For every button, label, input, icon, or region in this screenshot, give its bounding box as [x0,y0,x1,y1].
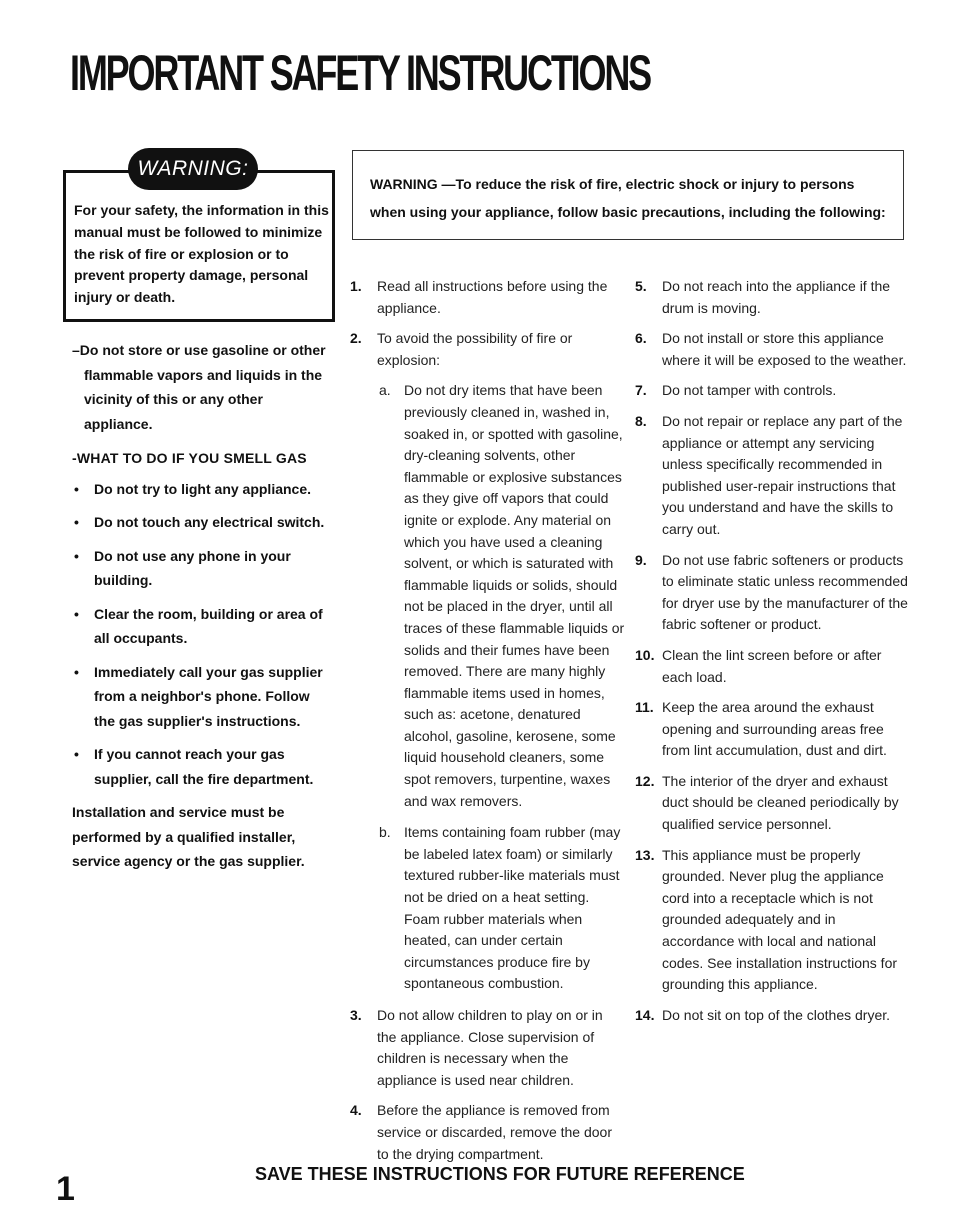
instruction-item [350,1100,625,1165]
instruction-item [635,411,910,541]
warning-text: For your safety, the information in this manual must be followed to minimize the risk of fire or explosion or to prevent property damage, personal injury or death. [74,202,329,306]
installation-note: Installation and service must be performed by a qualified installer, service agency or the gas supplier. [72,804,305,869]
instruction-item [350,1005,625,1091]
instruction-item [635,697,910,762]
item-number: 14. [635,1006,655,1023]
item-number: 7. [635,382,647,399]
instruction-item [635,845,910,996]
instruction-item [350,328,625,995]
precautions-label: WARNING [370,176,438,192]
warning-label: WARNING: [128,148,258,190]
list-item: • Do not try to light any appliance. [72,477,334,502]
precautions-body: —To reduce the risk of fire, electric shock or injury to persons when using your appliance, follow basic precautions, including the following: [370,176,886,220]
item-text: Do not sit on top of the clothes dryer. [662,1006,891,1023]
item-text: Do not allow children to play on or in the appliance. Close supervision of children is necessary when the appliance is used near children. [377,1007,603,1088]
item-text: Do not repair or replace any part of the appliance or attempt any servicing unless specifically recommended in published user-repair instructions that you understand and have the skills to carry out. [662,412,903,537]
instructions-column-1 [350,276,625,1174]
sub-item-text: Do not dry items that have been previously cleaned in, washed in, soaked in, or spotted with gasoline, dry-cleaning solvents, other flammable or explosive substances as they give off vapors that could ignite or explode. Any material on which you have used a cleaning solvent, or which is saturated with flammable liquids or solids, should not be placed in the dryer, until all traces of these flammable liquids or solids and their fumes have been removed. There are many highly flammable items used in homes, such as: acetone, denatured alcohol, gasoline, kerosene, some liquid household cleaners, some spot removers, turpentine, waxes and wax removers. [404,382,625,809]
item-text: Clean the lint screen before or after each load. [662,646,882,685]
instruction-item [635,645,910,688]
sub-item-text: Items containing foam rubber (may be labeled latex foam) or similarly textured rubber-like materials must not be dried on a heat setting. Foam rubber materials when heated, can under certain circumstances produce fire by spontaneous combustion. [404,824,621,992]
item-number: 11. [635,699,654,716]
gas-safety-section [72,338,334,874]
item-text: Do not tamper with controls. [662,382,837,399]
item-text: The interior of the dryer and exhaust duct should be cleaned periodically by qualified service personnel. [662,772,899,833]
instruction-item [635,380,910,402]
smell-gas-list [72,477,334,792]
item-text: Do not reach into the appliance if the drum is moving. [662,278,891,316]
sub-item-letter: a. [379,382,391,399]
gasoline-warning-line1: –Do not store or use gasoline or other [72,342,326,358]
list-item: • Clear the room, building or area of all occupants. [72,602,334,651]
bullet-icon: • [74,547,79,564]
sub-item-letter: b. [379,824,391,841]
instruction-item [635,328,910,371]
item-text: Before the appliance is removed from service or discarded, remove the door to the drying compartment. [377,1102,612,1162]
bullet-icon: • [74,480,79,497]
item-number: 12. [635,772,655,789]
bullet-icon: • [74,514,79,530]
bullet-icon: • [74,746,79,762]
item-text: Do not use fabric softeners or products to eliminate static unless recommended for dryer use by the manufacturer of the fabric softener or product. [662,551,908,633]
item-text: To avoid the possibility of fire or explosion: [377,330,573,368]
item-number: 13. [635,846,655,863]
footer-reference: SAVE THESE INSTRUCTIONS FOR FUTURE REFERENCE [255,1164,745,1184]
smell-gas-heading: -WHAT TO DO IF YOU SMELL GAS [72,450,307,466]
item-number: 1. [350,278,362,294]
item-number: 9. [635,551,647,568]
sub-item [379,380,625,812]
list-item: • Immediately call your gas supplier from a neighbor's phone. Follow the gas supplier's instructions. [72,660,334,734]
instruction-item [635,550,910,636]
gasoline-warning-line2: flammable vapors and liquids in the vicinity of this or any other appliance. [84,366,323,432]
item-number: 5. [635,278,647,294]
page-number: 1 [56,1170,75,1208]
item-text: Read all instructions before using the appliance. [377,278,608,316]
item-number: 2. [350,330,362,347]
item-text: This appliance must be properly grounded. Never plug the appliance cord into a receptacle which is not grounded adequately and in accordance with local and national codes. See installation instructions for grounding this appliance. [662,846,898,993]
bullet-icon: • [74,605,79,622]
item-number: 4. [350,1102,362,1119]
instruction-item [635,771,910,836]
list-item: • If you cannot reach your gas supplier, call the fire department. [72,742,334,791]
sub-item [379,822,625,995]
list-item: • Do not touch any electrical switch. [72,510,334,535]
bullet-icon: • [74,663,79,680]
item-number: 10. [635,646,655,663]
instruction-item [635,276,910,319]
item-number: 8. [635,412,647,429]
precautions-text [370,170,890,226]
item-number: 3. [350,1007,362,1023]
item-number: 6. [635,330,647,347]
page-title: IMPORTANT SAFETY INSTRUCTIONS [70,45,651,101]
item-text: Do not install or store this appliance where it will be exposed to the weather. [662,330,907,368]
instruction-item [350,276,625,319]
item-text: Keep the area around the exhaust opening and surrounding areas free from lint accumulation, dust and dirt. [662,699,887,759]
list-item: • Do not use any phone in your building. [72,544,334,593]
instructions-column-2 [635,276,910,1035]
instruction-item [635,1005,910,1027]
gasoline-warning [72,338,334,436]
